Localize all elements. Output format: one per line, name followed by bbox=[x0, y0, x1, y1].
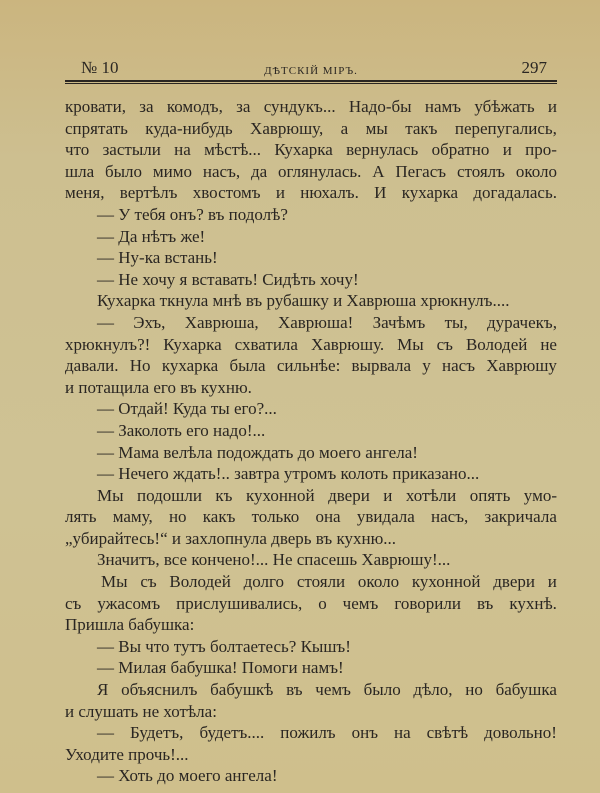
word: кухонной bbox=[245, 485, 315, 505]
text-line: „убирайтесь!“ и захлопнула дверь въ кухню... bbox=[65, 528, 397, 548]
journal-title: ДѢТСКІЙ МІРЪ. bbox=[264, 65, 358, 77]
word: насъ, bbox=[202, 161, 241, 181]
word: меня, bbox=[65, 183, 105, 203]
text-line bbox=[65, 571, 557, 593]
text-line: Пришла бабушка: bbox=[65, 615, 195, 635]
word: Хаврюшу bbox=[486, 356, 557, 376]
word: А bbox=[372, 161, 385, 181]
word: куда-нибудь bbox=[145, 118, 233, 138]
word: только bbox=[251, 507, 300, 527]
body-text bbox=[65, 96, 557, 787]
word: Я bbox=[97, 680, 109, 700]
text-line bbox=[65, 312, 557, 334]
word: о bbox=[318, 593, 327, 613]
word: оглянулась. bbox=[278, 161, 362, 181]
word: вырвала bbox=[351, 356, 412, 376]
word: Надо-бы bbox=[348, 97, 412, 116]
word: дѣло, bbox=[413, 680, 453, 700]
word: кухарка bbox=[161, 356, 219, 376]
word: хрюкнулъ?! bbox=[65, 334, 151, 354]
text-line: — Нечего ждать!.. завтра утромъ колоть приказано... bbox=[97, 464, 480, 484]
word: мимо bbox=[152, 161, 193, 181]
word: увидала bbox=[356, 507, 415, 527]
word: Будетъ, bbox=[130, 723, 184, 743]
word: вернулась bbox=[346, 140, 419, 160]
word: около bbox=[515, 161, 557, 181]
text-line: — Да нѣтъ же! bbox=[97, 226, 206, 246]
word: была bbox=[229, 356, 266, 376]
word: дурачекъ, bbox=[487, 312, 557, 332]
word: въ bbox=[286, 680, 303, 700]
word: да bbox=[250, 161, 268, 181]
word: чемъ bbox=[342, 593, 379, 613]
word: бабушкѣ bbox=[210, 680, 274, 700]
text-line bbox=[65, 118, 557, 140]
word: перепугались, bbox=[454, 118, 557, 138]
text-line: — Вы что тутъ болтаетесь? Кышъ! bbox=[97, 636, 351, 656]
word: онъ bbox=[351, 723, 378, 743]
text-line: — Заколоть его надо!... bbox=[97, 420, 266, 440]
word: догадалась. bbox=[473, 183, 557, 203]
text-line bbox=[65, 161, 557, 183]
word: было bbox=[104, 161, 143, 181]
word: комодъ, bbox=[166, 97, 223, 116]
word: сундукъ... bbox=[263, 97, 336, 116]
text-line bbox=[65, 355, 557, 377]
word: подошли bbox=[137, 485, 202, 505]
running-head bbox=[65, 58, 557, 78]
word: и bbox=[547, 97, 557, 116]
word: и bbox=[275, 183, 285, 203]
text-line: — Ну-ка встань! bbox=[97, 248, 218, 268]
word: хотѣли bbox=[405, 485, 457, 505]
word: мѣстѣ... bbox=[204, 140, 262, 160]
text-line: Значитъ, все кончено!... Не спасешь Хаврюшу!... bbox=[97, 550, 451, 570]
word: сильнѣе: bbox=[276, 356, 341, 376]
word: за bbox=[139, 97, 154, 116]
text-line bbox=[65, 593, 557, 615]
word: шла bbox=[65, 161, 95, 181]
text-line bbox=[65, 139, 557, 161]
word: но bbox=[168, 507, 187, 527]
word: Мы bbox=[397, 334, 424, 354]
word: въ bbox=[476, 593, 494, 613]
word: съ bbox=[436, 334, 453, 354]
word: маму, bbox=[112, 507, 153, 527]
word: Володей bbox=[465, 334, 528, 354]
text-line bbox=[65, 722, 557, 744]
text-line: — Милая бабушка! Помоги намъ! bbox=[97, 658, 344, 678]
word: — bbox=[97, 723, 114, 743]
word: нюхалъ. bbox=[300, 183, 359, 203]
word: говорили bbox=[394, 593, 461, 613]
word: — bbox=[97, 312, 114, 332]
word: на bbox=[393, 723, 411, 743]
word: что bbox=[65, 140, 90, 160]
word: какъ bbox=[202, 507, 236, 527]
text-line: — Мама велѣла подождать до моего ангела! bbox=[97, 442, 418, 462]
word: кухонной bbox=[411, 572, 481, 592]
word: спрятать bbox=[65, 118, 128, 138]
word: будетъ.... bbox=[199, 723, 265, 743]
word: и bbox=[502, 140, 512, 160]
word: ты, bbox=[444, 312, 468, 332]
word: Хаврюшу. bbox=[310, 334, 385, 354]
text-line bbox=[65, 679, 557, 701]
word: стояли bbox=[296, 572, 346, 592]
word: Мы bbox=[97, 485, 124, 505]
word: насъ bbox=[442, 356, 476, 376]
word: чемъ bbox=[315, 680, 351, 700]
word: а bbox=[340, 118, 349, 138]
word: кухнѣ. bbox=[509, 593, 557, 613]
text-line bbox=[65, 485, 557, 507]
text-line: — У тебя онъ? въ подолѣ? bbox=[97, 204, 288, 224]
word: съ bbox=[140, 572, 157, 592]
word: Но bbox=[129, 356, 151, 376]
word: Хаврюша, bbox=[184, 312, 259, 332]
page-number: 297 bbox=[521, 58, 547, 77]
word: довольно! bbox=[484, 723, 557, 743]
word: объяснилъ bbox=[121, 680, 198, 700]
text-line: Уходите прочь!... bbox=[65, 744, 189, 764]
text-line bbox=[65, 96, 557, 118]
issue-number: № 10 bbox=[81, 58, 119, 77]
word: на bbox=[174, 140, 191, 160]
text-line: и слушать не хотѣла: bbox=[65, 701, 217, 721]
word: кухарка bbox=[401, 183, 459, 203]
word: И bbox=[374, 183, 387, 203]
word: бабушка bbox=[495, 680, 557, 700]
word: про- bbox=[525, 140, 557, 160]
word: кровати, bbox=[65, 97, 126, 116]
word: Кухарка bbox=[163, 334, 222, 354]
word: застыли bbox=[102, 140, 161, 160]
word: около bbox=[357, 572, 400, 592]
word: вертѣлъ bbox=[119, 183, 178, 203]
text-line: — Хоть до моего ангела! bbox=[97, 766, 278, 786]
word: за bbox=[236, 97, 251, 116]
word: схватила bbox=[234, 334, 298, 354]
word: было bbox=[363, 680, 401, 700]
word: у bbox=[422, 356, 431, 376]
word: Кухарка bbox=[274, 140, 333, 160]
word: свѣтѣ bbox=[426, 723, 469, 743]
word: мы bbox=[365, 118, 388, 138]
word: хвостомъ bbox=[192, 183, 261, 203]
word: и bbox=[383, 485, 393, 505]
word: намъ bbox=[424, 97, 462, 116]
header-rule bbox=[65, 80, 557, 84]
word: насъ, bbox=[431, 507, 469, 527]
text-line: Кухарка ткнула мнѣ въ рубашку и Хаврюша хрюкнулъ.... bbox=[97, 291, 510, 311]
word: прислушивались, bbox=[176, 593, 303, 613]
word: опять bbox=[469, 485, 511, 505]
word: закричала bbox=[484, 507, 557, 527]
word: такъ bbox=[405, 118, 438, 138]
word: не bbox=[540, 334, 557, 354]
word: двери bbox=[328, 485, 370, 505]
text-line: — Не хочу я вставать! Сидѣть хочу! bbox=[97, 269, 359, 289]
text-line bbox=[65, 506, 557, 528]
word: убѣжать bbox=[474, 97, 535, 116]
word: двери bbox=[493, 572, 536, 592]
word: стоялъ bbox=[456, 161, 505, 181]
word: Пегасъ bbox=[395, 161, 447, 181]
text-line: и потащила его въ кухню. bbox=[65, 377, 252, 397]
word: она bbox=[315, 507, 341, 527]
word: умо- bbox=[523, 485, 557, 505]
word: Зачѣмъ bbox=[372, 312, 426, 332]
word: ужасомъ bbox=[97, 593, 161, 613]
word: лять bbox=[65, 507, 97, 527]
text-line: — Отдай! Куда ты его?... bbox=[97, 399, 277, 419]
word: и bbox=[547, 572, 557, 592]
word: Эхъ, bbox=[133, 312, 166, 332]
text-line bbox=[65, 182, 557, 204]
word: пожилъ bbox=[280, 723, 336, 743]
word: Мы bbox=[101, 572, 128, 592]
word: обратно bbox=[431, 140, 490, 160]
word: Володей bbox=[169, 572, 231, 592]
word: съ bbox=[65, 593, 82, 613]
word: Хаврюша! bbox=[277, 312, 354, 332]
word: долго bbox=[243, 572, 285, 592]
word: Хаврюшу, bbox=[250, 118, 324, 138]
word: давали. bbox=[65, 356, 119, 376]
word: къ bbox=[215, 485, 233, 505]
word: но bbox=[465, 680, 483, 700]
text-line bbox=[65, 334, 557, 356]
